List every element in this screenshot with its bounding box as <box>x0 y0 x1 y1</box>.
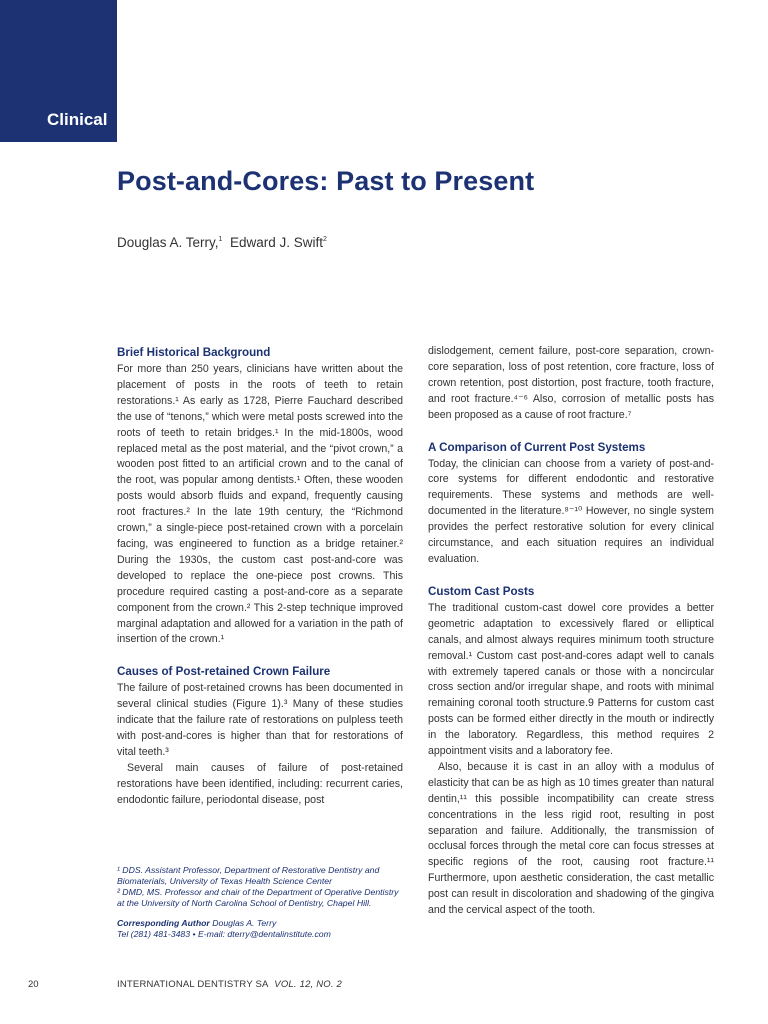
article-title: Post-and-Cores: Past to Present <box>117 166 535 196</box>
corresponding-author <box>117 918 407 929</box>
author-2-ref: 2 <box>323 236 327 243</box>
right-column <box>428 344 714 919</box>
author-line <box>117 235 327 250</box>
section-label: Clinical <box>47 110 108 129</box>
page-number: 20 <box>28 979 39 990</box>
author-2: Edward J. Swift <box>229 235 323 250</box>
section-tab <box>0 0 117 142</box>
author-1: Douglas A. Terry, <box>117 235 219 250</box>
heading-crown-failure: Causes of Post-retained Crown Failure <box>117 665 331 679</box>
heading-post-systems: A Comparison of Current Post Systems <box>428 440 646 454</box>
corresponding-author-name: Douglas A. Terry <box>212 918 277 928</box>
journal-name: INTERNATIONAL DENTISTRY SA <box>117 979 269 990</box>
corresponding-author-contact: Tel (281) 481-3483 • E-mail: dterry@dentalinstitute.com <box>117 929 331 939</box>
paragraph-crown-failure-1: The failure of post-retained crowns has been documented in several clinical studies (Figure 1).³ Many of these studies indicate that the failure rate of restorations on pulpless teeth with post-and-cores is higher than that for restorations of vital teeth.³ <box>117 682 403 758</box>
heading-historical-background: Brief Historical Background <box>117 346 271 359</box>
journal-volume: VOL. 12, NO. 2 <box>274 979 343 990</box>
footnotes <box>117 865 407 940</box>
footnote-1: ¹ DDS. Assistant Professor, Department of Restorative Dentistry and Biomaterials, University of Texas Health Science Center <box>117 865 380 886</box>
left-column <box>117 344 403 809</box>
footnote-2: ² DMD, MS. Professor and chair of the Department of Operative Dentistry at the University of North Carolina School of Dentistry, Chapel Hill. <box>117 887 399 908</box>
author-1-ref: 1 <box>218 236 223 243</box>
paragraph-historical-background: For more than 250 years, clinicians have written about the placement of posts in the roots of teeth to retain restorations.¹ As early as 1728, Pierre Fauchard described the use of “tenons,” which were metal posts screwed into the roots of teeth to retain bridges.¹ In the mid-1800s, wood replaced metal as the post material, and the “pivot crown,” a wooden post fitted to an artificial crown and to the canal of the root, was popular among dentists.¹ Often, these wooden posts would absorb fluids and expand, frequently causing root fractures.² In the late 19th century, the “Richmond crown,” a single-piece post-retained crown with a porcelain facing, was engineered to function as a bridge retainer.² During the 1930s, the custom cast post-and-core was developed to replace the one-piece post crowns. This procedure required casting a post-and-core as a separate component from the crown.² This 2-step technique improved marginal adaptation and allowed for a variation in the path of insertion of the crown.¹ <box>117 363 403 646</box>
paragraph-custom-cast-posts-2: Also, because it is cast in an alloy with a modulus of elasticity that can be as high as 10 times greater than natural dentin,¹¹ this possible incompatibility can create stress concentrations in the less rigid root, resulting in post separation and failure. Additionally, the transmission of occlusal forces through the metal core can focus stresses at specific regions of the root, causing root fracture.¹¹ Furthermore, upon aesthetic consideration, the cast metallic post can result in discoloration and shadowing of the gingiva and the cervical aspect of the tooth. <box>428 760 714 917</box>
paragraph-crown-failure-2: Several main causes of failure of post-retained restorations have been identified, including: recurrent caries, endodontic failure, periodontal disease, post <box>117 761 403 806</box>
journal-footer <box>117 979 342 990</box>
paragraph-custom-cast-posts-1: The traditional custom-cast dowel core provides a better geometric adaptation to excessively flared or elliptical canals, and almost always requires minimum tooth structure removal.¹ Custom cast post-and-cores adapt well to canals with extremely tapered canals or those with a noncircular cross section and/or irregular shape, and roots with minimal remaining coronal tooth structure.9 Patterns for custom cast posts can be formed either directly in the mouth or indirectly in the laboratory. Regardless, this method requires 2 appointment visits and a laboratory fee. <box>428 601 714 758</box>
heading-custom-cast-posts: Custom Cast Posts <box>428 584 535 598</box>
paragraph-post-systems: Today, the clinician can choose from a variety of post-and-core systems for different endodontic and restorative requirements. These systems and methods are well-documented in the literature.⁸⁻¹⁰ However, no single system provides the perfect restorative solution for every clinical circumstance, and each situation requires an individual evaluation. <box>428 457 714 565</box>
paragraph-crown-failure-3: dislodgement, cement failure, post-core separation, crown-core separation, loss of post retention, core fracture, loss of crown retention, post distortion, post fracture, tooth fracture, and root fracture.⁴⁻⁶ Also, corrosion of metallic posts has been proposed as a cause of root fracture.⁷ <box>428 345 714 421</box>
corresponding-author-label: Corresponding Author <box>117 918 210 928</box>
